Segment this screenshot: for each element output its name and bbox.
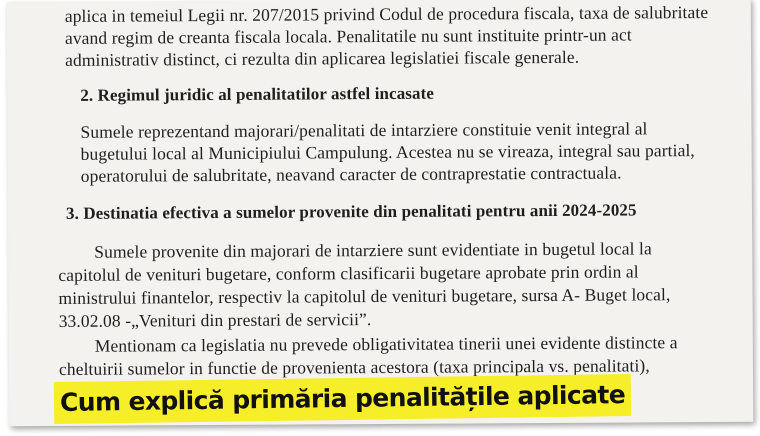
section-3-line-3: ministrului finantelor, respectiv la capitolul de venituri bugetare, sursa A- Buget local,: [58, 284, 671, 308]
doc-line-2: avand regim de creanta fiscala locala. Penalitatile nu sunt instituite printr-un act: [64, 24, 632, 48]
doc-line-3: administrativ distinct, ci rezulta din aplicarea legislatiei fiscale generale.: [65, 46, 580, 70]
section-2-line-3: operatorului de salubritate, neavand caracter de contraprestatie contractuala.: [80, 162, 622, 186]
section-3-line-2: capitolul de venituri bugetare, conform clasificarii bugetare aprobate prin ordin al: [58, 261, 639, 285]
section-2-line-1: Sumele reprezentand majorari/penalitati de intarziere constituie venit integral al: [80, 118, 648, 142]
section-3-line-5: Mentionam ca legislatia nu prevede obligativitatea tinerii unei evidente distincte a: [94, 332, 678, 356]
section-3-line-1: Sumele provenite din majorari de intarziere sunt evidentiate in bugetul local la: [94, 238, 652, 262]
section-2-line-2: bugetului local al Municipiului Campulung. Acestea nu se vireaza, integral sau partial,: [80, 140, 695, 164]
doc-line-1: aplica in temeiul Legii nr. 207/2015 privind Codul de procedura fiscala, taxa de salubritate: [64, 1, 709, 26]
document-page: [7, 0, 754, 426]
section-2-heading: 2. Regimul juridic al penalitatilor astfel incasate: [80, 83, 435, 105]
section-3-heading: 3. Destinatia efectiva a sumelor provenite din penalitati pentru anii 2024-2025: [65, 200, 637, 223]
section-3-line-4: 33.02.08 -„Venituri din prestari de servicii”.: [58, 309, 372, 331]
section-3-line-6: cheltuirii sumelor in functie de provenienta acestora (taxa principala vs. penalitati),: [58, 355, 650, 379]
highlight-caption: Cum explică primăria penalitățile aplicate: [54, 374, 632, 424]
